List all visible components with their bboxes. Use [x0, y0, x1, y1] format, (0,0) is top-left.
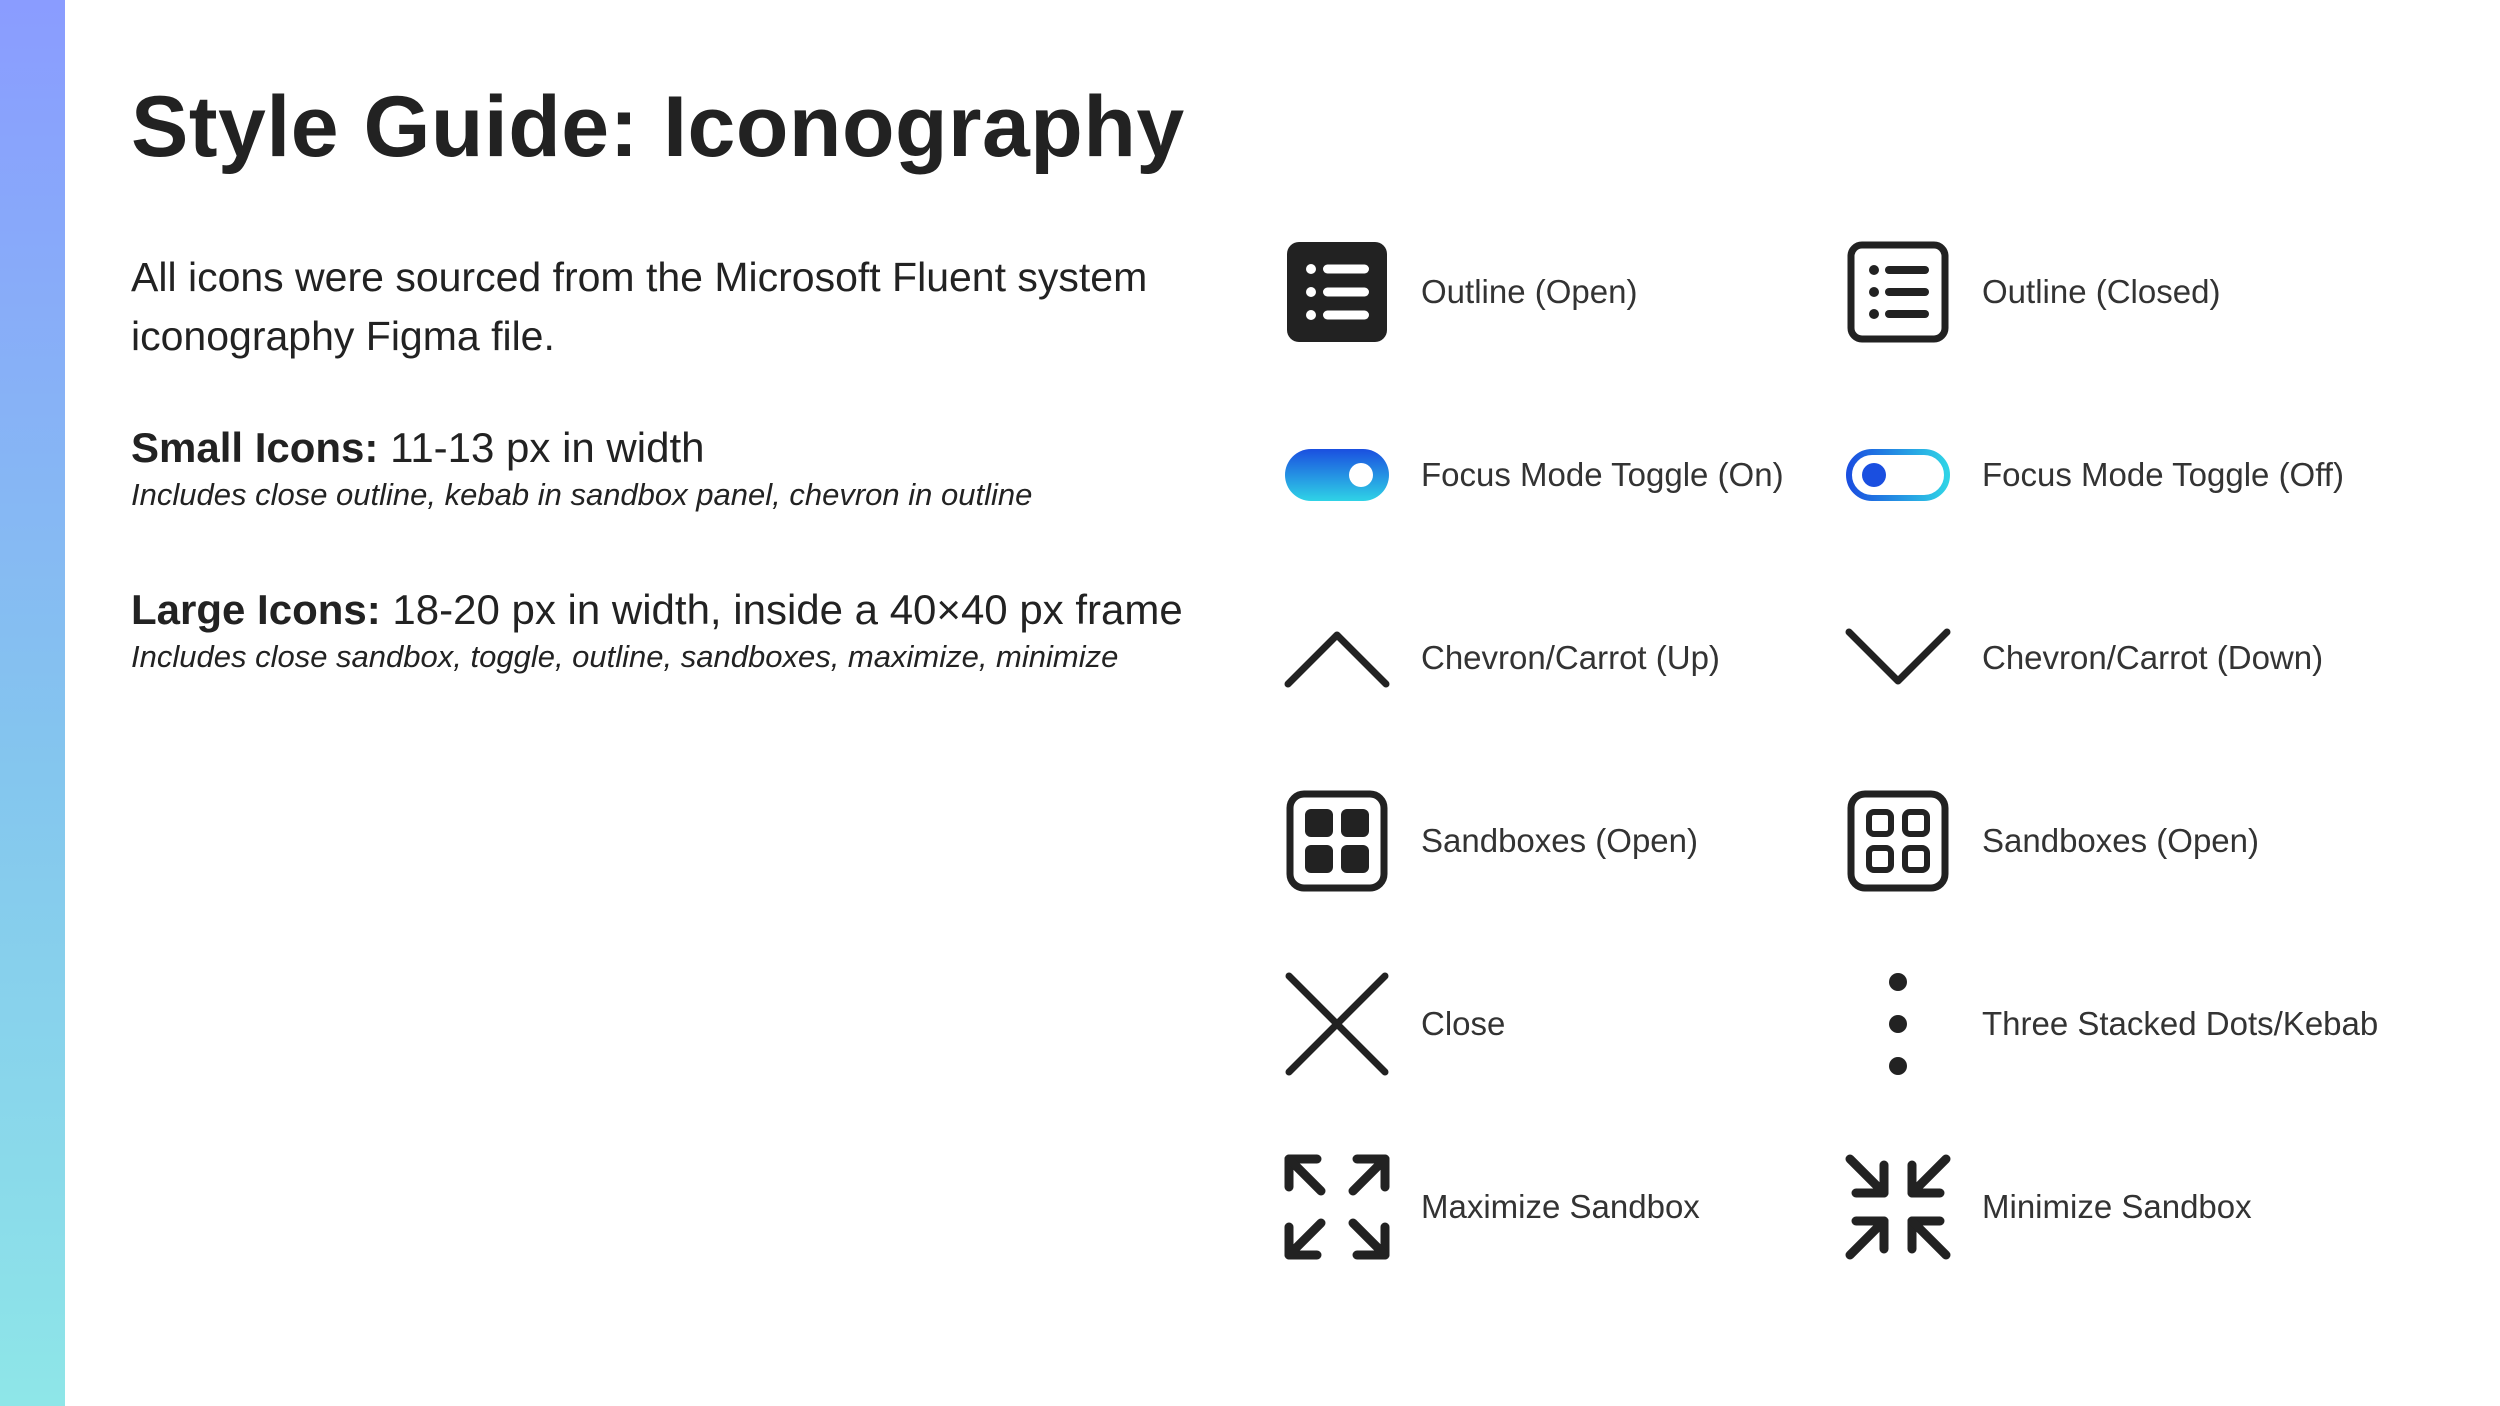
- icon-item-toggle-off: [1844, 421, 2405, 604]
- toggle-off-icon: [1844, 421, 1952, 529]
- sandboxes-outline-icon: [1844, 787, 1952, 895]
- outline-closed-icon: [1844, 238, 1952, 346]
- icon-label: Three Stacked Dots/Kebab: [1982, 1005, 2379, 1042]
- page-title: Style Guide: Iconography: [131, 79, 1185, 175]
- accent-bar: [0, 0, 65, 1406]
- icon-item-outline-open: [1283, 238, 1844, 421]
- maximize-icon: [1283, 1153, 1391, 1261]
- icon-item-chevron-down: [1844, 604, 2405, 787]
- icon-label: Minimize Sandbox: [1982, 1188, 2252, 1225]
- icon-label: Sandboxes (Open): [1421, 822, 1699, 859]
- icon-item-close: [1283, 970, 1844, 1153]
- icon-item-sandboxes-filled: [1283, 787, 1844, 970]
- icon-label: Outline (Open): [1421, 273, 1638, 310]
- chevron-down-icon: [1844, 604, 1952, 712]
- small-icons-section: [131, 422, 1251, 516]
- icon-item-minimize: [1844, 1153, 2405, 1336]
- icon-item-chevron-up: [1283, 604, 1844, 787]
- icon-item-outline-closed: [1844, 238, 2405, 421]
- icon-label: Chevron/Carrot (Up): [1421, 639, 1720, 676]
- icon-label: Chevron/Carrot (Down): [1982, 639, 2324, 676]
- icon-label: Focus Mode Toggle (On): [1421, 456, 1784, 493]
- outline-open-icon: [1283, 238, 1391, 346]
- icon-label: Outline (Closed): [1982, 273, 2221, 310]
- icon-label: Sandboxes (Open): [1982, 822, 2260, 859]
- intro-text: All icons were sourced from the Microsoft Fluent system iconography Figma file.: [131, 254, 1148, 359]
- icon-item-kebab: [1844, 970, 2405, 1153]
- large-icons-section: [131, 584, 1251, 678]
- icon-item-toggle-on: [1283, 421, 1844, 604]
- large-icons-note: Includes close sandbox, toggle, outline, sandboxes, maximize, minimize: [131, 639, 1119, 674]
- large-icons-label: Large Icons:: [131, 586, 381, 633]
- icon-label: Focus Mode Toggle (Off): [1982, 456, 2344, 493]
- toggle-on-icon: [1283, 421, 1391, 529]
- small-icons-note: Includes close outline, kebab in sandbox panel, chevron in outline: [131, 477, 1033, 512]
- close-icon: [1283, 970, 1391, 1078]
- icon-item-sandboxes-outline: [1844, 787, 2405, 970]
- large-icons-spec: 18-20 px in width, inside a 40×40 px frame: [380, 586, 1183, 633]
- kebab-icon: [1844, 970, 1952, 1078]
- small-icons-label: Small Icons:: [131, 424, 379, 471]
- minimize-icon: [1844, 1153, 1952, 1261]
- sandboxes-filled-icon: [1283, 787, 1391, 895]
- icon-label: Close: [1421, 1005, 1506, 1042]
- small-icons-spec: 11-13 px in width: [378, 424, 705, 471]
- icon-label: Maximize Sandbox: [1421, 1188, 1700, 1225]
- icon-item-maximize: [1283, 1153, 1844, 1336]
- chevron-up-icon: [1283, 604, 1391, 712]
- icon-grid: [1283, 238, 2433, 1336]
